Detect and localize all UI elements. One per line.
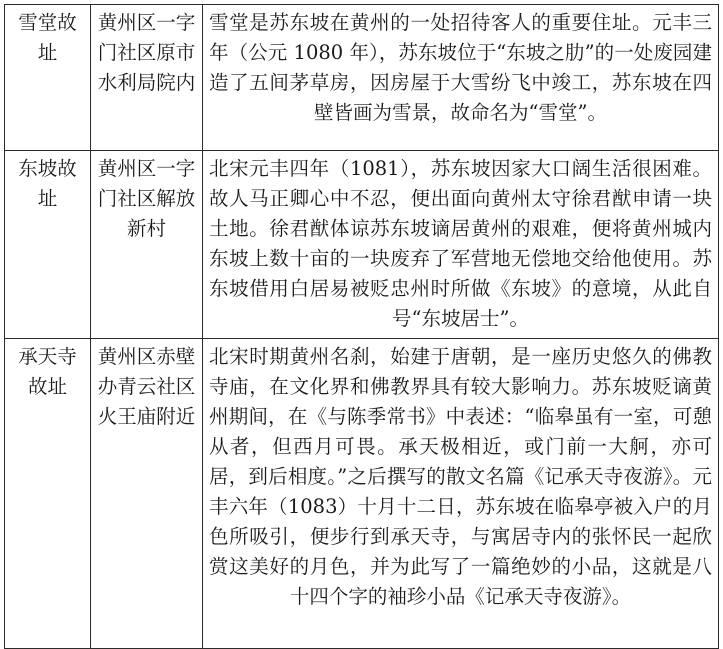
heritage-sites-table <box>4 4 719 649</box>
site-location-cell: 黄州区赤壁办青云社区火王庙附近 <box>91 339 203 649</box>
site-name-cell: 雪堂故址 <box>5 5 91 151</box>
table-row <box>5 339 719 649</box>
site-description-cell: 北宋元丰四年（1081），苏东坡因家大口阔生活很困难。故人马正卿心中不忍，便出面向黄州太守徐君猷申请一块土地。徐君猷体谅苏东坡谪居黄州的艰难，便将黄州城内东坡上数十亩的一块废弃了军营地无偿地交给他使用。苏东坡借用白居易被贬忠州时所做《东坡》的意境，从此自号“东坡居士”。 <box>203 151 719 339</box>
table-row <box>5 151 719 339</box>
site-description-cell: 雪堂是苏东坡在黄州的一处招待客人的重要住址。元丰三年（公元 1080 年），苏东坡位于“东坡之肋”的一处废园建造了五间茅草房，因房屋于大雪纷飞中竣工，苏东坡在四壁皆画为雪景，故命名为“雪堂”。 <box>203 5 719 151</box>
site-name-cell: 东坡故址 <box>5 151 91 339</box>
site-location-cell: 黄州区一字门社区解放新村 <box>91 151 203 339</box>
site-location-cell: 黄州区一字门社区原市水利局院内 <box>91 5 203 151</box>
site-name-cell: 承天寺故址 <box>5 339 91 649</box>
table-row <box>5 5 719 151</box>
site-description-cell: 北宋时期黄州名刹，始建于唐朝，是一座历史悠久的佛教寺庙，在文化界和佛教界具有较大影响力。苏东坡贬谪黄州期间，在《与陈季常书》中表述：“临皋虽有一室，可憩从者，但西月可畏。承天极相近，或门前一大舸，亦可居，到后相度。”之后撰写的散文名篇《记承天寺夜游》。元丰六年（1083）十月十二日，苏东坡在临皋亭被入户的月色所吸引，便步行到承天寺，与寓居寺内的张怀民一起欣赏这美好的月色，并为此写了一篇绝妙的小品，这就是八十四个字的袖珍小品《记承天寺夜游》。 <box>203 339 719 649</box>
